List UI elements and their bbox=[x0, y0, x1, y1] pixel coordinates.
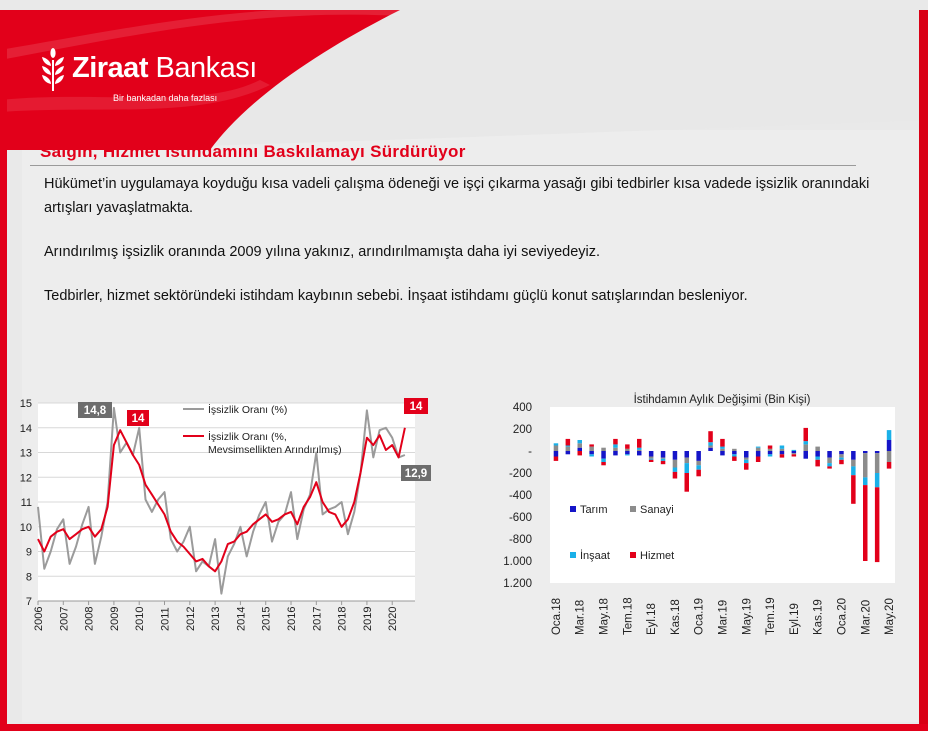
x-tick-label: 2012 bbox=[184, 606, 197, 631]
y-tick-label: 15 bbox=[19, 398, 32, 410]
bar-segment-tarim bbox=[780, 451, 785, 454]
bar-segment-sanayi bbox=[827, 458, 832, 464]
bar-segment-sanayi bbox=[875, 453, 880, 473]
bar-segment-tarim bbox=[744, 451, 749, 458]
bar-segment-tarim bbox=[827, 451, 832, 458]
bar-segment-insaat bbox=[685, 463, 690, 473]
data-label: 12,9 bbox=[404, 468, 428, 480]
bar-segment-tarim bbox=[863, 451, 868, 453]
x-tick-label: Tem.19 bbox=[765, 597, 778, 635]
bar-segment-sanayi bbox=[601, 448, 606, 451]
x-tick-label: Mar.19 bbox=[717, 599, 730, 635]
bar-segment-tarim bbox=[792, 451, 797, 453]
bar-segment-sanayi bbox=[851, 460, 856, 467]
bar-segment-tarim bbox=[708, 448, 713, 451]
brand-tagline: Bir bankadan daha fazlası bbox=[113, 93, 218, 103]
bar-segment-insaat bbox=[673, 468, 678, 472]
bar-segment-insaat bbox=[875, 473, 880, 487]
bar-segment-sanayi bbox=[566, 447, 571, 451]
bar-segment-sanayi bbox=[708, 446, 713, 448]
bar-segment-hizmet bbox=[673, 472, 678, 479]
x-tick-label: 2017 bbox=[311, 606, 324, 631]
bar-segment-insaat bbox=[661, 459, 666, 461]
x-tick-label: Kas.19 bbox=[812, 599, 825, 635]
bar-segment-tarim bbox=[720, 451, 725, 455]
bar-segment-sanayi bbox=[589, 447, 594, 451]
x-tick-label: 2019 bbox=[361, 606, 374, 631]
unemployment-line-chart bbox=[8, 388, 433, 633]
bar-segment-sanayi bbox=[863, 453, 868, 477]
bar-segment-tarim bbox=[613, 451, 618, 455]
x-tick-label: May.20 bbox=[884, 598, 897, 635]
bar-segment-tarim bbox=[661, 451, 666, 458]
bar-segment-tarim bbox=[804, 451, 809, 459]
y-tick-label: 400 bbox=[512, 402, 532, 414]
bar-segment-tarim bbox=[554, 451, 559, 457]
legend-swatch bbox=[570, 552, 576, 558]
bar-segment-sanayi bbox=[673, 460, 678, 468]
bar-segment-insaat bbox=[625, 454, 630, 455]
bar-segment-insaat bbox=[887, 430, 892, 440]
bar-segment-sanayi bbox=[780, 449, 785, 451]
bar-segment-hizmet bbox=[661, 461, 666, 464]
y-tick-label: -200 bbox=[508, 468, 532, 480]
y-tick-label: 1.000 bbox=[503, 556, 532, 568]
bar-segment-sanayi bbox=[637, 450, 642, 451]
x-tick-label: May.19 bbox=[741, 598, 754, 635]
bar-segment-sanayi bbox=[815, 447, 820, 451]
bar-segment-sanayi bbox=[685, 458, 690, 464]
bar-segment-sanayi bbox=[696, 461, 701, 465]
bar-segment-tarim bbox=[815, 451, 820, 457]
brand-name-bold: Ziraat bbox=[72, 52, 148, 84]
legend-label: Tarım bbox=[580, 504, 608, 516]
x-tick-label: 2013 bbox=[210, 606, 223, 631]
bar-segment-insaat bbox=[744, 460, 749, 463]
x-tick-label: Kas.18 bbox=[669, 599, 682, 635]
bar-segment-hizmet bbox=[696, 470, 701, 477]
bar-segment-insaat bbox=[815, 457, 820, 460]
y-tick-label: -800 bbox=[508, 534, 532, 546]
y-tick-label: - bbox=[528, 446, 532, 458]
bar-segment-hizmet bbox=[637, 439, 642, 448]
legend-label: İşsizlik Oranı (%, bbox=[208, 431, 287, 443]
bar-segment-insaat bbox=[732, 454, 737, 456]
left-border bbox=[0, 10, 7, 731]
y-tick-label: -400 bbox=[508, 490, 532, 502]
bar-segment-hizmet bbox=[613, 439, 618, 445]
x-tick-label: 2016 bbox=[286, 606, 299, 631]
bar-segment-hizmet bbox=[827, 466, 832, 468]
bar-segment-sanayi bbox=[720, 449, 725, 451]
bar-segment-tarim bbox=[589, 451, 594, 454]
bar-segment-insaat bbox=[613, 444, 618, 447]
bar-segment-insaat bbox=[601, 459, 606, 462]
bar-segment-sanayi bbox=[625, 449, 630, 451]
bar-segment-hizmet bbox=[887, 462, 892, 469]
x-tick-label: Tem.18 bbox=[622, 597, 635, 635]
x-tick-label: Oca.20 bbox=[836, 597, 849, 635]
bar-segment-insaat bbox=[566, 446, 571, 447]
bar-segment-tarim bbox=[851, 451, 856, 460]
bar-segment-insaat bbox=[589, 454, 594, 456]
bar-segment-hizmet bbox=[649, 460, 654, 462]
bar-segment-hizmet bbox=[804, 428, 809, 441]
y-tick-label: 200 bbox=[512, 424, 532, 436]
data-label: 14,8 bbox=[83, 405, 107, 417]
bar-segment-insaat bbox=[720, 447, 725, 449]
bar-segment-sanayi bbox=[887, 451, 892, 462]
bar-segment-tarim bbox=[756, 451, 761, 457]
bar-segment-tarim bbox=[601, 451, 606, 459]
y-tick-label: 9 bbox=[25, 546, 32, 559]
right-border bbox=[919, 10, 928, 731]
y-tick-label: -600 bbox=[508, 512, 532, 524]
bar-segment-hizmet bbox=[744, 463, 749, 470]
x-tick-label: Oca.18 bbox=[550, 597, 563, 635]
bar-segment-insaat bbox=[863, 477, 868, 485]
bar-segment-hizmet bbox=[756, 457, 761, 463]
bar-segment-tarim bbox=[685, 451, 690, 458]
bar-segment-sanayi bbox=[554, 446, 559, 452]
y-tick-label: 10 bbox=[19, 521, 32, 534]
bar-segment-hizmet bbox=[732, 457, 737, 461]
bar-segment-insaat bbox=[637, 448, 642, 450]
x-tick-label: 2007 bbox=[58, 606, 71, 631]
bar-segment-tarim bbox=[875, 451, 880, 453]
x-tick-label: Mar.20 bbox=[860, 599, 873, 635]
bar-segment-sanayi bbox=[661, 458, 666, 459]
bar-segment-tarim bbox=[637, 451, 642, 455]
bar-segment-hizmet bbox=[815, 460, 820, 467]
y-tick-label: 8 bbox=[25, 571, 32, 584]
employment-change-bar-chart bbox=[490, 385, 910, 640]
bar-segment-hizmet bbox=[768, 446, 773, 449]
bar-segment-sanayi bbox=[578, 443, 583, 447]
bar-segment-insaat bbox=[708, 442, 713, 445]
bar-segment-insaat bbox=[578, 440, 583, 443]
bar-segment-hizmet bbox=[839, 460, 844, 464]
y-tick-label: 11 bbox=[20, 497, 32, 509]
bar-segment-tarim bbox=[839, 451, 844, 454]
bar-segment-sanayi bbox=[744, 458, 749, 460]
bar-segment-tarim bbox=[887, 440, 892, 451]
bar-segment-sanayi bbox=[839, 454, 844, 457]
bar-segment-sanayi bbox=[804, 444, 809, 451]
bar-segment-hizmet bbox=[589, 444, 594, 446]
y-tick-label: 12 bbox=[19, 472, 32, 485]
bar-segment-sanayi bbox=[792, 453, 797, 454]
bar-segment-sanayi bbox=[768, 449, 773, 451]
bar-segment-insaat bbox=[839, 458, 844, 460]
bar-segment-insaat bbox=[554, 443, 559, 445]
brand-name-regular: Bankası bbox=[155, 52, 257, 84]
x-tick-label: 2010 bbox=[134, 606, 147, 631]
bar-segment-hizmet bbox=[708, 431, 713, 442]
bar-segment-insaat bbox=[696, 465, 701, 469]
x-tick-label: 2015 bbox=[260, 606, 273, 631]
x-tick-label: 2020 bbox=[387, 606, 400, 631]
x-tick-label: 2009 bbox=[108, 606, 121, 631]
paragraph-2: Arındırılmış işsizlik oranında 2009 yılına yakınız, arındırılmamışta daha iyi seviyedeyiz. bbox=[44, 244, 601, 260]
x-tick-label: Oca.19 bbox=[693, 597, 706, 635]
paragraph-1: Hükümet’in uygulamaya koyduğu kısa vadeli çalışma ödeneği ve işçi çıkarma yasağı gibi tedbirler kısa vadede işsizlik oranındaki artışları yavaşlatmakta. bbox=[44, 176, 870, 216]
bar-segment-tarim bbox=[625, 451, 630, 454]
slide-title: Salgın, Hizmet İstihdamını Baskılamayı Sürdürüyor bbox=[40, 142, 466, 161]
bar-segment-tarim bbox=[696, 451, 701, 461]
bar-segment-insaat bbox=[649, 459, 654, 460]
legend-label: Mevsimsellikten Arındırılmış) bbox=[208, 444, 342, 456]
legend-label: Sanayi bbox=[640, 504, 674, 516]
bar-segment-tarim bbox=[566, 451, 571, 454]
bar-segment-sanayi bbox=[613, 448, 618, 451]
legend-swatch bbox=[630, 552, 636, 558]
x-tick-label: Eyl.19 bbox=[788, 603, 801, 635]
bar-segment-insaat bbox=[827, 463, 832, 466]
bar-segment-insaat bbox=[792, 450, 797, 451]
bar-segment-insaat bbox=[851, 466, 856, 475]
legend-swatch bbox=[630, 506, 636, 512]
legend-label: İnşaat bbox=[580, 550, 610, 562]
bar-segment-hizmet bbox=[780, 454, 785, 457]
x-tick-label: 2018 bbox=[336, 606, 349, 631]
y-tick-label: 1.200 bbox=[503, 578, 532, 590]
title-divider bbox=[30, 165, 856, 166]
bar-segment-tarim bbox=[578, 448, 583, 451]
legend-label: İşsizlik Oranı (%) bbox=[208, 404, 288, 416]
bar-segment-hizmet bbox=[601, 462, 606, 465]
bar-segment-hizmet bbox=[851, 475, 856, 504]
bar-segment-hizmet bbox=[720, 439, 725, 447]
bar-segment-sanayi bbox=[756, 448, 761, 451]
bar-segment-hizmet bbox=[625, 444, 630, 448]
bar-segment-sanayi bbox=[732, 449, 737, 451]
bar-segment-insaat bbox=[756, 447, 761, 448]
chart-title: İstihdamın Aylık Değişimi (Bin Kişi) bbox=[633, 394, 811, 406]
bar-segment-hizmet bbox=[554, 457, 559, 461]
bar-segment-hizmet bbox=[875, 487, 880, 562]
bar-segment-insaat bbox=[804, 441, 809, 444]
bar-segment-insaat bbox=[780, 446, 785, 449]
bar-segment-tarim bbox=[673, 451, 678, 460]
x-tick-label: Eyl.18 bbox=[646, 603, 659, 635]
x-tick-label: 2006 bbox=[33, 606, 45, 631]
y-tick-label: 14 bbox=[19, 422, 32, 435]
bar-segment-tarim bbox=[649, 451, 654, 457]
legend-label: Hizmet bbox=[640, 550, 675, 562]
y-tick-label: 13 bbox=[19, 447, 32, 460]
legend-swatch bbox=[570, 506, 576, 512]
bar-segment-insaat bbox=[768, 454, 773, 456]
x-tick-label: May.18 bbox=[598, 598, 611, 635]
data-label: 14 bbox=[409, 401, 423, 413]
x-tick-label: Mar.18 bbox=[574, 599, 587, 635]
paragraph-3: Tedbirler, hizmet sektöründeki istihdam kaybının sebebi. İnşaat istihdamı güçlü konut satışlarından besleniyor. bbox=[44, 288, 748, 304]
bar-segment-hizmet bbox=[566, 439, 571, 446]
bar-segment-hizmet bbox=[685, 473, 690, 492]
x-tick-label: 2014 bbox=[235, 606, 248, 631]
bar-segment-sanayi bbox=[649, 457, 654, 459]
data-label: 14 bbox=[131, 413, 145, 425]
bottom-border bbox=[0, 724, 928, 731]
bar-segment-tarim bbox=[768, 451, 773, 454]
bar-segment-tarim bbox=[732, 451, 737, 454]
x-tick-label: 2011 bbox=[159, 607, 172, 631]
bar-segment-hizmet bbox=[578, 451, 583, 455]
bar-segment-hizmet bbox=[863, 485, 868, 561]
y-tick-label: 7 bbox=[25, 596, 32, 608]
brand-name bbox=[72, 52, 257, 85]
bar-segment-hizmet bbox=[792, 454, 797, 456]
x-tick-label: 2008 bbox=[83, 606, 96, 631]
ziraat-logo-icon bbox=[40, 48, 66, 92]
